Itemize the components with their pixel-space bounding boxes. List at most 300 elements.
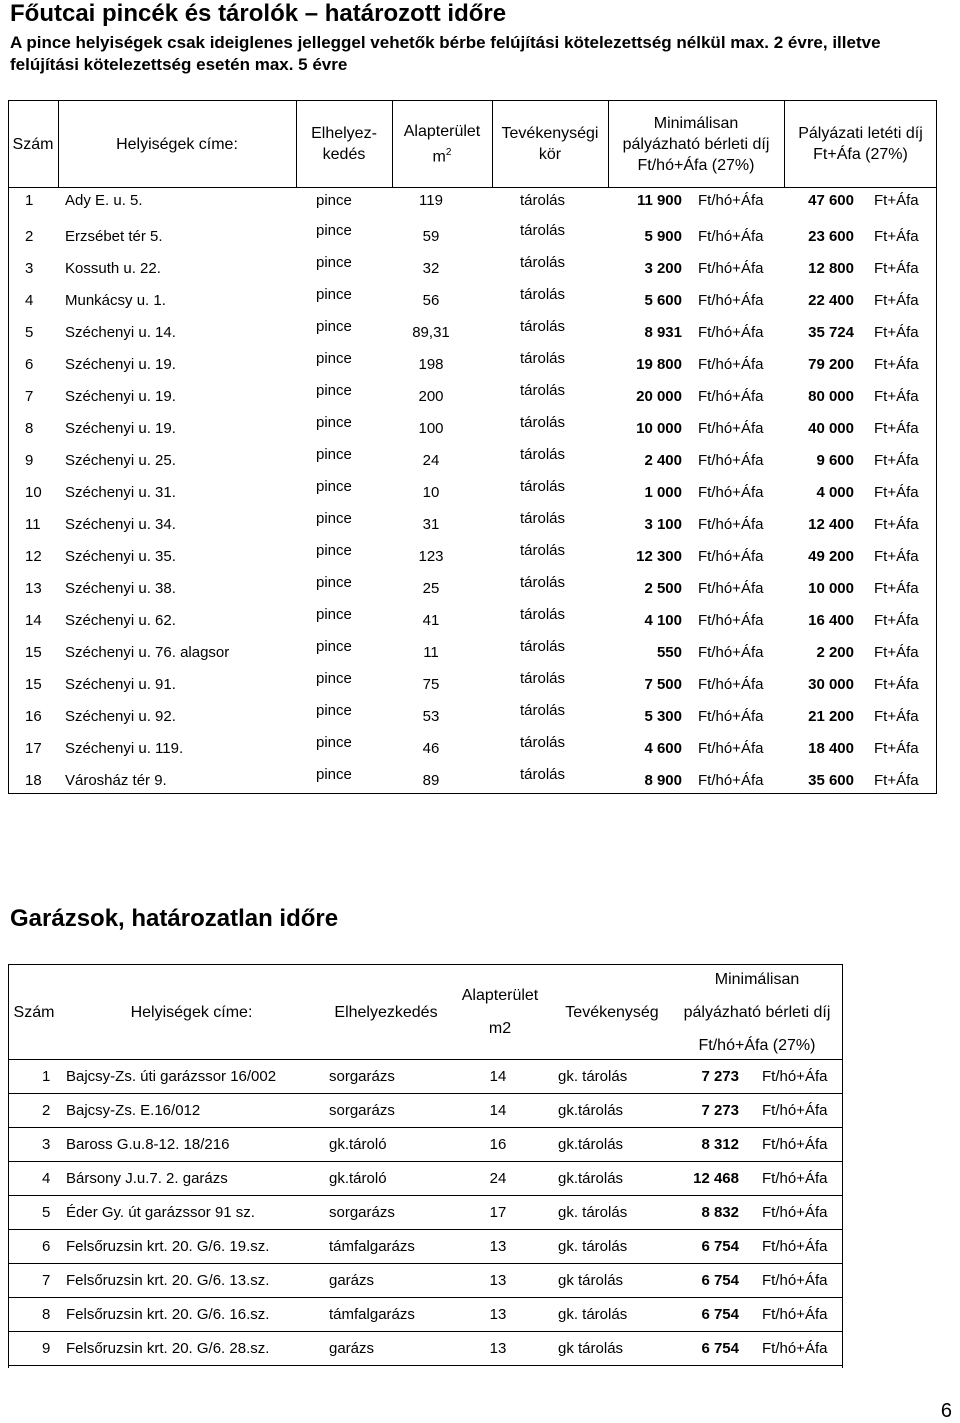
- row-area: 59: [422, 228, 440, 245]
- row-number: 9: [25, 452, 34, 469]
- row-deposit-unit: Ft+Áfa: [874, 388, 919, 405]
- row-area: 46: [422, 740, 440, 757]
- row-activity: tárolás: [520, 446, 566, 463]
- row-deposit-unit: Ft+Áfa: [874, 580, 919, 597]
- row-activity: tárolás: [520, 574, 566, 591]
- row-location: pince: [316, 734, 352, 751]
- row-deposit: 79 200: [808, 356, 854, 373]
- row-area: 41: [422, 612, 440, 629]
- divider: [842, 964, 843, 1368]
- row-address: Bársony J.u.7. 2. garázs: [66, 1170, 228, 1187]
- row-location: pince: [316, 350, 352, 367]
- row-area: 10: [422, 484, 440, 501]
- row-area: 100: [418, 420, 444, 437]
- table-row: [9, 320, 938, 352]
- row-price: 12 300: [636, 548, 682, 565]
- row-number: 16: [25, 708, 42, 725]
- row-number: 1: [42, 1068, 51, 1085]
- row-activity: tárolás: [520, 510, 566, 527]
- table-row: [9, 512, 938, 544]
- row-area: 24: [422, 452, 440, 469]
- row-price: 12 468: [693, 1170, 739, 1187]
- row-address: Városház tér 9.: [65, 772, 167, 789]
- row-price-unit: Ft/hó+Áfa: [698, 612, 764, 629]
- row-price: 5 900: [644, 228, 682, 245]
- row-address: Bajcsy-Zs. úti garázssor 16/002: [66, 1068, 277, 1085]
- row-address: Ady E. u. 5.: [65, 192, 143, 209]
- row-activity: tárolás: [520, 254, 566, 271]
- section1-title: Főutcai pincék és tárolók – határozott időre: [10, 0, 507, 27]
- row-area: 13: [489, 1272, 507, 1289]
- row-address: Széchenyi u. 119.: [65, 740, 184, 757]
- row-number: 13: [25, 580, 42, 597]
- row-price-unit: Ft/hó+Áfa: [698, 420, 764, 437]
- row-address: Széchenyi u. 91.: [65, 676, 176, 693]
- row-activity: tárolás: [520, 318, 566, 335]
- row-number: 4: [42, 1170, 51, 1187]
- row-price-unit: Ft/hó+Áfa: [762, 1238, 828, 1255]
- table-row: [9, 416, 938, 448]
- row-activity: gk tárolás: [558, 1340, 624, 1357]
- row-activity: tárolás: [520, 382, 566, 399]
- section1-subtitle: A pince helyiségek csak ideiglenes jelleggel vehetők bérbe felújítási kötelezettség nélkül max. 2 évre, illetve felújítási kötelezettség esetén max. 5 évre: [10, 33, 881, 74]
- row-deposit-unit: Ft+Áfa: [874, 420, 919, 437]
- row-price: 550: [656, 644, 682, 661]
- row-price: 3 200: [644, 260, 682, 277]
- row-activity: tárolás: [520, 222, 566, 239]
- table-row: [9, 704, 938, 736]
- row-number: 6: [42, 1238, 51, 1255]
- divider: [608, 100, 609, 188]
- row-number: 3: [25, 260, 34, 277]
- header-fee-line2: pályázható bérleti díj: [683, 1003, 831, 1021]
- table-row: [9, 288, 938, 320]
- header-area-line2: m2: [488, 1020, 512, 1037]
- row-price-unit: Ft/hó+Áfa: [698, 708, 764, 725]
- row-address: Széchenyi u. 38.: [65, 580, 176, 597]
- row-location: pince: [316, 574, 352, 591]
- row-location: pince: [316, 670, 352, 687]
- row-deposit: 30 000: [808, 676, 854, 693]
- divider: [492, 100, 493, 188]
- cellars-table: [8, 100, 937, 789]
- header-area: [392, 100, 492, 188]
- divider: [58, 100, 59, 188]
- row-deposit: 4 000: [816, 484, 854, 501]
- row-deposit: 49 200: [808, 548, 854, 565]
- table-row: [9, 608, 938, 640]
- row-number: 9: [42, 1340, 51, 1357]
- row-price: 8 832: [701, 1204, 739, 1221]
- row-address: Széchenyi u. 14.: [65, 324, 176, 341]
- table-row: [9, 256, 938, 288]
- row-deposit: 9 600: [816, 452, 854, 469]
- row-number: 12: [25, 548, 42, 565]
- row-deposit: 47 600: [808, 192, 854, 209]
- row-number: 3: [42, 1136, 51, 1153]
- row-number: 14: [25, 612, 42, 629]
- row-area: 14: [489, 1068, 507, 1085]
- row-price: 6 754: [701, 1306, 739, 1323]
- row-activity: tárolás: [520, 286, 566, 303]
- row-area: 56: [422, 292, 440, 309]
- row-activity: tárolás: [520, 350, 566, 367]
- table-row: [9, 224, 938, 256]
- row-area: 119: [419, 192, 443, 209]
- table-row: [9, 192, 938, 224]
- row-location: garázs: [329, 1340, 375, 1357]
- header-min-fee: Minimálisan pályázható bérleti díj Ft/hó+Áfa (27%): [608, 100, 784, 188]
- table-row: [9, 384, 938, 416]
- row-price: 19 800: [636, 356, 682, 373]
- row-area: 32: [422, 260, 440, 277]
- row-location: támfalgarázs: [329, 1306, 415, 1323]
- row-location: pince: [316, 192, 352, 209]
- row-price-unit: Ft/hó+Áfa: [698, 516, 764, 533]
- header-location: Elhelyez-kedés: [296, 100, 392, 188]
- table-row: [9, 736, 938, 768]
- table-row: [9, 480, 938, 512]
- divider: [8, 964, 9, 1368]
- divider: [936, 100, 937, 188]
- row-address: Széchenyi u. 35.: [65, 548, 176, 565]
- row-price-unit: Ft/hó+Áfa: [698, 772, 764, 789]
- row-address: Széchenyi u. 25.: [65, 452, 176, 469]
- row-price-unit: Ft/hó+Áfa: [698, 356, 764, 373]
- row-deposit-unit: Ft+Áfa: [874, 192, 919, 209]
- row-location: pince: [316, 254, 352, 271]
- row-activity: tárolás: [520, 702, 566, 719]
- row-deposit-unit: Ft+Áfa: [874, 676, 919, 693]
- row-area: 123: [418, 548, 444, 565]
- row-address: Széchenyi u. 31.: [65, 484, 176, 501]
- table-row: [9, 576, 938, 608]
- table-row: [8, 1298, 843, 1332]
- header-activity: Tevékenységi kör: [492, 100, 608, 188]
- row-location: pince: [316, 702, 352, 719]
- row-price-unit: Ft/hó+Áfa: [698, 192, 764, 209]
- header-address: Helyiségek címe:: [58, 100, 296, 188]
- row-price: 2 400: [644, 452, 682, 469]
- row-deposit: 16 400: [808, 612, 854, 629]
- table-row: [8, 1094, 843, 1128]
- row-location: pince: [316, 222, 352, 239]
- row-activity: gk. tárolás: [558, 1306, 628, 1323]
- row-price: 8 931: [644, 324, 682, 341]
- row-number: 5: [42, 1204, 51, 1221]
- table-row: [8, 1264, 843, 1298]
- row-location: pince: [316, 606, 352, 623]
- row-deposit: 35 600: [808, 772, 854, 789]
- row-location: pince: [316, 382, 352, 399]
- row-activity: gk tárolás: [558, 1272, 624, 1289]
- divider: [392, 100, 393, 188]
- row-area: 53: [422, 708, 440, 725]
- row-activity: gk. tárolás: [558, 1068, 628, 1085]
- row-address: Bajcsy-Zs. E.16/012: [66, 1102, 201, 1119]
- row-location: pince: [316, 766, 352, 783]
- row-activity: gk.tárolás: [558, 1136, 624, 1153]
- row-price-unit: Ft/hó+Áfa: [698, 452, 764, 469]
- row-area: 11: [423, 644, 439, 661]
- row-location: gk.tároló: [329, 1136, 387, 1153]
- row-area: 75: [422, 676, 440, 693]
- row-location: pince: [316, 414, 352, 431]
- row-deposit: 23 600: [808, 228, 854, 245]
- header-num: Szám: [13, 1003, 55, 1021]
- row-deposit-unit: Ft+Áfa: [874, 740, 919, 757]
- row-price: 7 500: [644, 676, 682, 693]
- row-address: Éder Gy. út garázssor 91 sz.: [66, 1204, 255, 1221]
- header-num: Szám: [8, 100, 58, 188]
- row-location: garázs: [329, 1272, 375, 1289]
- row-activity: tárolás: [520, 766, 566, 783]
- row-activity: tárolás: [520, 414, 566, 431]
- row-activity: tárolás: [520, 542, 566, 559]
- row-address: Széchenyi u. 19.: [65, 356, 176, 373]
- row-address: Széchenyi u. 34.: [65, 516, 176, 533]
- row-activity: tárolás: [520, 638, 566, 655]
- row-price: 6 754: [701, 1272, 739, 1289]
- header-fee: [672, 965, 842, 1059]
- row-deposit: 22 400: [808, 292, 854, 309]
- table-row: [9, 768, 938, 800]
- row-deposit-unit: Ft+Áfa: [874, 228, 919, 245]
- row-number: 10: [25, 484, 42, 501]
- row-price: 10 000: [636, 420, 682, 437]
- row-deposit: 12 800: [808, 260, 854, 277]
- row-deposit-unit: Ft+Áfa: [874, 260, 919, 277]
- row-price-unit: Ft/hó+Áfa: [698, 644, 764, 661]
- row-location: pince: [316, 542, 352, 559]
- header-address: Helyiségek címe:: [130, 1003, 253, 1021]
- row-activity: gk. tárolás: [558, 1204, 628, 1221]
- table-row: [9, 544, 938, 576]
- divider: [784, 100, 785, 188]
- row-location: pince: [316, 510, 352, 527]
- table-row: [9, 352, 938, 384]
- row-address: Felsőruzsin krt. 20. G/6. 16.sz.: [66, 1306, 270, 1323]
- row-price-unit: Ft/hó+Áfa: [762, 1272, 828, 1289]
- row-price: 6 754: [701, 1238, 739, 1255]
- garages-table-header: [8, 964, 843, 1060]
- row-address: Széchenyi u. 92.: [65, 708, 176, 725]
- row-price-unit: Ft/hó+Áfa: [762, 1170, 828, 1187]
- row-number: 15: [25, 676, 42, 693]
- header-area-line1: Alapterület: [461, 987, 539, 1004]
- row-deposit-unit: Ft+Áfa: [874, 292, 919, 309]
- row-price-unit: Ft/hó+Áfa: [762, 1136, 828, 1153]
- row-activity: tárolás: [520, 606, 566, 623]
- header-deposit: Pályázati letéti díj Ft+Áfa (27%): [784, 100, 937, 188]
- row-price: 11 900: [636, 192, 682, 209]
- row-location: támfalgarázs: [329, 1238, 415, 1255]
- row-number: 7: [25, 388, 34, 405]
- row-area: 89: [422, 772, 440, 789]
- row-number: 15: [25, 644, 42, 661]
- table-row: [8, 1332, 843, 1366]
- row-number: 4: [25, 292, 34, 309]
- table-row: [8, 1196, 843, 1230]
- table-row: [8, 1060, 843, 1094]
- row-area: 13: [489, 1238, 507, 1255]
- row-area: 200: [418, 388, 444, 405]
- row-address: Széchenyi u. 62.: [65, 612, 176, 629]
- row-area: 89,31: [412, 324, 450, 341]
- row-price: 20 000: [636, 388, 682, 405]
- row-price-unit: Ft/hó+Áfa: [698, 324, 764, 341]
- row-deposit: 21 200: [808, 708, 854, 725]
- row-number: 6: [25, 356, 34, 373]
- row-deposit-unit: Ft+Áfa: [874, 356, 919, 373]
- row-location: pince: [316, 638, 352, 655]
- row-area: 25: [422, 580, 440, 597]
- row-area: 198: [418, 356, 444, 373]
- row-deposit: 2 200: [816, 644, 854, 661]
- row-location: sorgarázs: [329, 1068, 395, 1085]
- row-price-unit: Ft/hó+Áfa: [698, 740, 764, 757]
- row-price: 7 273: [701, 1102, 739, 1119]
- garages-table: [8, 964, 843, 1368]
- row-deposit-unit: Ft+Áfa: [874, 452, 919, 469]
- row-price-unit: Ft/hó+Áfa: [762, 1068, 828, 1085]
- row-price: 4 100: [644, 612, 682, 629]
- row-area: 24: [489, 1170, 507, 1187]
- row-area: 14: [489, 1102, 507, 1119]
- row-address: Széchenyi u. 76. alagsor: [65, 644, 230, 661]
- row-activity: gk.tárolás: [558, 1170, 624, 1187]
- row-activity: tárolás: [520, 734, 566, 751]
- header-area: [448, 965, 552, 1059]
- row-number: 1: [25, 192, 34, 209]
- row-deposit-unit: Ft+Áfa: [874, 324, 919, 341]
- row-price-unit: Ft/hó+Áfa: [698, 260, 764, 277]
- row-price-unit: Ft/hó+Áfa: [762, 1306, 828, 1323]
- row-price-unit: Ft/hó+Áfa: [762, 1204, 828, 1221]
- row-price: 6 754: [701, 1340, 739, 1357]
- row-address: Erzsébet tér 5.: [65, 228, 163, 245]
- row-price-unit: Ft/hó+Áfa: [698, 676, 764, 693]
- row-address: Széchenyi u. 19.: [65, 388, 176, 405]
- header-fee-line3: Ft/hó+Áfa (27%): [698, 1036, 816, 1054]
- row-deposit-unit: Ft+Áfa: [874, 644, 919, 661]
- divider: [296, 100, 297, 188]
- row-price-unit: Ft/hó+Áfa: [698, 228, 764, 245]
- header-area-sup: 2: [445, 146, 452, 158]
- row-number: 8: [42, 1306, 51, 1323]
- row-price: 3 100: [644, 516, 682, 533]
- row-location: pince: [316, 318, 352, 335]
- cellars-table-body: [8, 188, 937, 794]
- table-row: [9, 448, 938, 480]
- row-price-unit: Ft/hó+Áfa: [698, 548, 764, 565]
- row-activity: gk.tárolás: [558, 1102, 624, 1119]
- row-price-unit: Ft/hó+Áfa: [762, 1102, 828, 1119]
- row-number: 5: [25, 324, 34, 341]
- row-location: pince: [316, 446, 352, 463]
- row-address: Felsőruzsin krt. 20. G/6. 13.sz.: [66, 1272, 270, 1289]
- row-activity: tárolás: [520, 192, 566, 209]
- row-price: 1 000: [644, 484, 682, 501]
- header-fee-line1: Minimálisan: [714, 970, 800, 988]
- row-address: Kossuth u. 22.: [65, 260, 161, 277]
- header-activity: Tevékenység: [565, 1003, 659, 1021]
- row-activity: tárolás: [520, 670, 566, 687]
- row-location: sorgarázs: [329, 1102, 395, 1119]
- row-area: 13: [489, 1340, 507, 1357]
- row-price: 8 312: [701, 1136, 739, 1153]
- row-price-unit: Ft/hó+Áfa: [698, 580, 764, 597]
- table-row: [8, 1230, 843, 1264]
- row-number: 8: [25, 420, 34, 437]
- row-location: sorgarázs: [329, 1204, 395, 1221]
- row-deposit: 12 400: [808, 516, 854, 533]
- row-deposit: 40 000: [808, 420, 854, 437]
- row-deposit: 80 000: [808, 388, 854, 405]
- row-number: 2: [42, 1102, 51, 1119]
- row-deposit: 18 400: [808, 740, 854, 757]
- row-address: Baross G.u.8-12. 18/216: [66, 1136, 230, 1153]
- table-row: [9, 640, 938, 672]
- row-address: Felsőruzsin krt. 20. G/6. 19.sz.: [66, 1238, 270, 1255]
- row-price-unit: Ft/hó+Áfa: [698, 388, 764, 405]
- row-price: 5 600: [644, 292, 682, 309]
- section2-title: Garázsok, határozatlan időre: [10, 905, 339, 932]
- row-deposit: 35 724: [808, 324, 854, 341]
- row-location: gk.tároló: [329, 1170, 387, 1187]
- row-deposit-unit: Ft+Áfa: [874, 548, 919, 565]
- row-deposit-unit: Ft+Áfa: [874, 516, 919, 533]
- header-location: Elhelyezkedés: [334, 1003, 438, 1021]
- row-number: 18: [25, 772, 42, 789]
- row-price: 8 900: [644, 772, 682, 789]
- divider: [8, 100, 9, 188]
- row-price: 7 273: [701, 1068, 739, 1085]
- cellars-table-header: [8, 100, 937, 188]
- row-price: 2 500: [644, 580, 682, 597]
- row-deposit-unit: Ft+Áfa: [874, 772, 919, 789]
- row-number: 17: [25, 740, 42, 757]
- row-price-unit: Ft/hó+Áfa: [762, 1340, 828, 1357]
- row-address: Széchenyi u. 19.: [65, 420, 176, 437]
- row-price: 5 300: [644, 708, 682, 725]
- row-number: 11: [25, 516, 41, 533]
- row-deposit-unit: Ft+Áfa: [874, 708, 919, 725]
- row-number: 7: [42, 1272, 51, 1289]
- row-address: Munkácsy u. 1.: [65, 292, 166, 309]
- row-price: 4 600: [644, 740, 682, 757]
- row-deposit-unit: Ft+Áfa: [874, 484, 919, 501]
- row-activity: gk. tárolás: [558, 1238, 628, 1255]
- row-area: 16: [489, 1136, 507, 1153]
- row-deposit: 10 000: [808, 580, 854, 597]
- row-price-unit: Ft/hó+Áfa: [698, 292, 764, 309]
- row-activity: tárolás: [520, 478, 566, 495]
- row-price-unit: Ft/hó+Áfa: [698, 484, 764, 501]
- row-address: Felsőruzsin krt. 20. G/6. 28.sz.: [66, 1340, 270, 1357]
- row-location: pince: [316, 478, 352, 495]
- row-area: 31: [422, 516, 440, 533]
- row-number: 2: [25, 228, 34, 245]
- row-area: 17: [489, 1204, 507, 1221]
- table-row: [9, 672, 938, 704]
- row-location: pince: [316, 286, 352, 303]
- row-area: 13: [489, 1306, 507, 1323]
- page-number: 6: [940, 1400, 952, 1422]
- header-area-text: Alapterület m: [403, 122, 481, 166]
- table-row: [8, 1128, 843, 1162]
- table-row: [8, 1162, 843, 1196]
